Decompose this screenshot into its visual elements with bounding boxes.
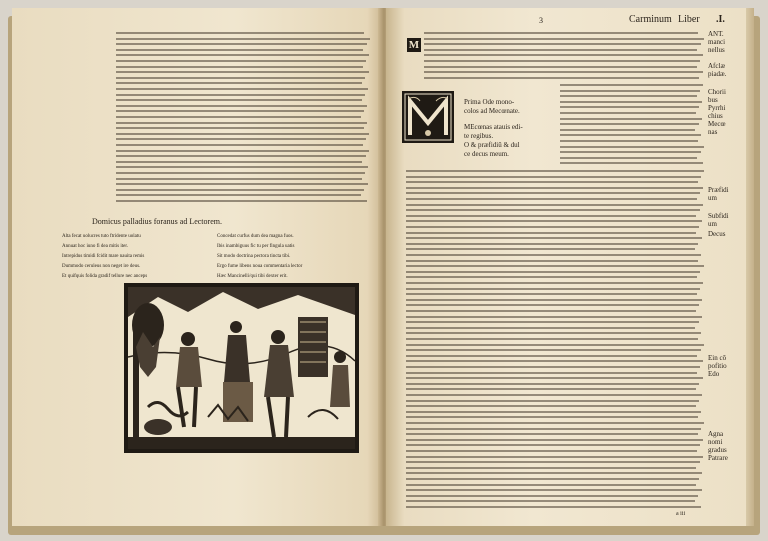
signature-mark: a iii: [676, 511, 686, 517]
book-number: .I.: [716, 14, 725, 25]
verse-line: Ergo fume libens noua commentaria lector: [217, 264, 303, 269]
text-line: [406, 338, 698, 340]
text-line: [406, 506, 701, 508]
text-line: [116, 94, 365, 96]
text-line: [406, 332, 701, 334]
text-line: [406, 456, 703, 458]
text-line: [406, 461, 700, 463]
text-line: [116, 127, 364, 129]
text-line: [406, 265, 704, 267]
text-line: [560, 146, 704, 148]
text-line: [406, 450, 697, 452]
margin-note: manci: [708, 38, 726, 46]
margin-note: nas: [708, 128, 718, 136]
text-line: [406, 293, 697, 295]
text-line: [424, 38, 704, 40]
text-line: [116, 54, 369, 56]
ode-text-line: te regibus.: [464, 132, 494, 140]
margin-note: gradus: [708, 446, 727, 454]
text-line: [406, 276, 697, 278]
text-line: [116, 71, 369, 73]
right-page: [386, 8, 754, 526]
text-line: [424, 71, 703, 73]
text-line: [406, 394, 702, 396]
text-line: [116, 88, 368, 90]
running-title: Carminum: [629, 14, 672, 25]
text-line: [424, 66, 697, 68]
text-line: [406, 288, 700, 290]
text-line: [406, 192, 700, 194]
text-line: [424, 32, 698, 34]
text-line: [406, 411, 701, 413]
margin-note: um: [708, 194, 717, 202]
small-initial-letter: M: [408, 39, 420, 51]
text-line: [560, 162, 703, 164]
text-line: [406, 271, 700, 273]
text-line: [406, 489, 702, 491]
text-line: [406, 344, 704, 346]
text-line: [406, 204, 703, 206]
text-line: [116, 166, 368, 168]
text-line: [116, 200, 367, 202]
margin-note: Decus: [708, 230, 726, 238]
text-line: [116, 49, 363, 51]
text-line: [406, 383, 699, 385]
text-line: [560, 118, 702, 120]
text-line: [116, 43, 367, 45]
woodcut-scene-image: [128, 287, 355, 449]
text-line: [406, 304, 699, 306]
text-line: [406, 316, 702, 318]
margin-note: nellus: [708, 46, 725, 54]
text-line: [406, 310, 696, 312]
text-line: [116, 150, 369, 152]
text-line: [406, 254, 701, 256]
text-line: [560, 101, 702, 103]
margin-note: um: [708, 220, 717, 228]
text-line: [406, 428, 701, 430]
text-line: [406, 321, 699, 323]
text-line: [116, 99, 362, 101]
page-edge: [746, 8, 754, 526]
text-line: [406, 484, 696, 486]
decorated-initial-m: [402, 91, 454, 143]
margin-note: bus: [708, 96, 718, 104]
margin-note: Agna: [708, 430, 724, 438]
text-line: [406, 500, 695, 502]
text-line: [406, 400, 699, 402]
text-line: [406, 467, 696, 469]
text-line: [116, 110, 364, 112]
margin-note: ANT.: [708, 30, 724, 38]
text-line: [406, 299, 702, 301]
margin-note: nomi: [708, 438, 723, 446]
text-line: [406, 355, 697, 357]
text-line: [424, 60, 700, 62]
text-line: [116, 172, 365, 174]
text-line: [406, 243, 698, 245]
verse-line: Concedat curfus dum dea magna fuos.: [217, 234, 294, 239]
text-line: [116, 116, 361, 118]
ode-text-line: MEcœnas atauis edi-: [464, 123, 523, 131]
margin-note: Pyrrhi: [708, 104, 726, 112]
text-line: [406, 366, 700, 368]
text-line: [406, 422, 704, 424]
text-line: [116, 189, 364, 191]
verse-line: Sit modo doctrina pectora tincta tibi.: [217, 254, 291, 259]
text-line: [406, 170, 704, 172]
margin-note: Afclæ: [708, 62, 726, 70]
text-line: [406, 248, 695, 250]
margin-note: Subfidi: [708, 212, 729, 220]
text-line: [406, 478, 699, 480]
margin-note: Patrare: [708, 454, 728, 462]
text-line: [116, 138, 366, 140]
text-line: [560, 90, 700, 92]
folio-number: 3: [539, 16, 543, 25]
text-line: [406, 372, 697, 374]
text-line: [116, 82, 362, 84]
text-line: [406, 198, 697, 200]
text-line: [406, 444, 700, 446]
text-line: [560, 157, 697, 159]
margin-note: Præfidi: [708, 186, 729, 194]
text-line: [560, 106, 699, 108]
verse-line: Intrepidus timidi fcidit mare nauita remis: [62, 254, 145, 259]
text-line: [406, 181, 698, 183]
text-line: [116, 38, 370, 40]
text-line: [560, 134, 701, 136]
text-line: [406, 360, 703, 362]
text-line: [116, 144, 363, 146]
ode-heading-line: Prima Ode mono-: [464, 98, 515, 106]
text-line: [424, 54, 703, 56]
text-line: [406, 282, 703, 284]
text-line: [116, 183, 368, 185]
margin-note: Ein cō: [708, 354, 727, 362]
verse-line: Annuat hoc iuno fi dea mitis iter.: [62, 244, 128, 249]
verse-line: Et quifquis folida gradif tellure nec anceps: [62, 274, 148, 279]
text-line: [116, 133, 369, 135]
text-line: [406, 439, 703, 441]
text-line: [560, 129, 695, 131]
left-page: [12, 8, 382, 526]
text-line: [116, 66, 363, 68]
ode-heading-line: colos ad Mecœnate.: [464, 107, 520, 115]
margin-note: chius: [708, 112, 723, 120]
open-book: [8, 8, 760, 535]
running-title-2: Liber: [678, 14, 700, 25]
text-line: [406, 176, 701, 178]
text-line: [406, 226, 699, 228]
text-line: [116, 178, 362, 180]
verse-line: Alta fecat uolucres tuto ftridente uolatu: [62, 234, 141, 239]
text-line: [406, 327, 695, 329]
text-line: [116, 155, 366, 157]
verse-line: Hæc Mancinelli/qui tibi dexter erit.: [217, 274, 288, 279]
ode-text-line: ce decus meum.: [464, 150, 509, 158]
dedication-title: Domicus palladius foranus ad Lectorem.: [92, 217, 222, 226]
text-line: [116, 60, 366, 62]
text-line: [116, 194, 361, 196]
text-line: [424, 77, 699, 79]
margin-note: piadæ.: [708, 70, 727, 78]
text-line: [406, 232, 696, 234]
text-line: [406, 260, 698, 262]
text-line: [406, 416, 698, 418]
text-line: [406, 237, 702, 239]
text-line: [424, 43, 701, 45]
margin-note: Edo: [708, 370, 720, 378]
decorated-initial-image: [402, 91, 454, 143]
margin-note: Chorii: [708, 88, 726, 96]
text-line: [116, 105, 367, 107]
margin-note: Mecœ: [708, 120, 726, 128]
ode-text-line: O & præfidiū & dul: [464, 141, 520, 149]
verse-line: Dummodo ceruleus non neget ire deus.: [62, 264, 141, 269]
text-line: [424, 49, 697, 51]
text-line: [116, 122, 367, 124]
text-line: [560, 151, 701, 153]
text-line: [406, 349, 701, 351]
text-line: [116, 32, 364, 34]
text-line: [560, 123, 699, 125]
verse-line: Ibis inambiguus fic tu per fingula uatis: [217, 244, 295, 249]
text-line: [406, 495, 698, 497]
text-line: [560, 95, 697, 97]
text-line: [406, 377, 703, 379]
text-line: [560, 112, 696, 114]
text-line: [116, 161, 362, 163]
text-line: [560, 140, 698, 142]
text-line: [406, 472, 702, 474]
text-line: [406, 433, 698, 435]
text-line: [406, 405, 696, 407]
text-line: [116, 77, 365, 79]
woodcut-illustration: [124, 283, 359, 453]
margin-note: pofitio: [708, 362, 727, 370]
text-line: [560, 84, 703, 86]
text-line: [406, 209, 700, 211]
text-line: [406, 215, 696, 217]
text-line: [406, 388, 696, 390]
text-line: [406, 220, 702, 222]
text-line: [406, 187, 703, 189]
